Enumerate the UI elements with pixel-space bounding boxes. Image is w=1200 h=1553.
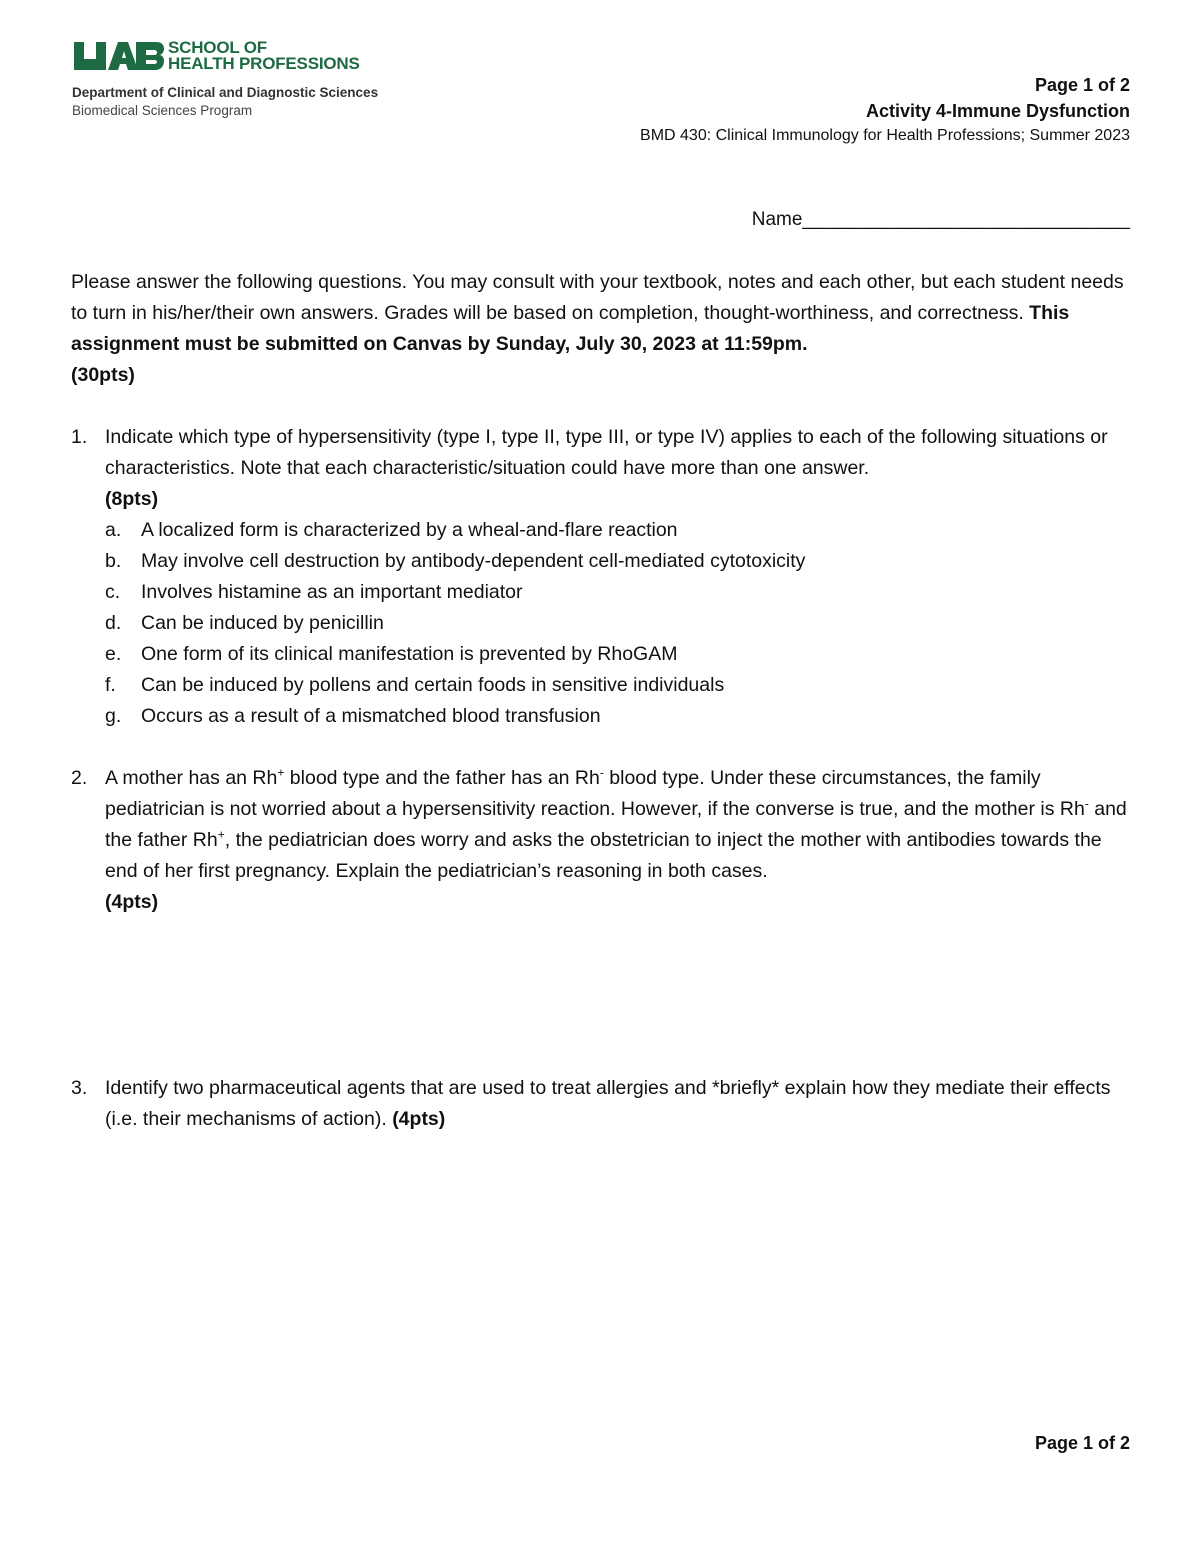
footer-page-number: Page 1 of 2	[1034, 1433, 1130, 1453]
department-name: Department of Clinical and Diagnostic Sciences	[72, 85, 379, 100]
instructions-text: Please answer the following questions. You may consult with your textbook, notes and each other, but each student needs to turn in his/her/their own answers. Grades will be based on completion, thought-worthiness, and correctness.	[71, 271, 1124, 324]
answer-space	[71, 918, 1131, 1073]
list-item	[105, 608, 1131, 639]
logo-row	[72, 40, 402, 72]
question-1-items	[105, 515, 1131, 732]
uab-logo	[72, 40, 402, 120]
rh-sign: +	[217, 827, 225, 842]
item-letter: g.	[105, 705, 122, 727]
logo-school-line1: SCHOOL OF	[168, 38, 267, 57]
rh-sign: -	[599, 765, 604, 780]
item-letter: f.	[105, 674, 116, 696]
item-text: Can be induced by pollens and certain foods in sensitive individuals	[141, 674, 725, 696]
question-number: 3.	[71, 1077, 88, 1099]
question-text-part: blood type and the father has an Rh	[284, 767, 600, 789]
item-letter: e.	[105, 643, 122, 665]
question-text-part: A mother has an Rh	[105, 767, 278, 789]
question-text: Identify two pharmaceutical agents that are used to treat allergies and *briefly* explain how they mediate their effects (i.e. their mechanisms of action).	[105, 1077, 1111, 1130]
total-points: (30pts)	[71, 364, 135, 386]
instructions-paragraph	[71, 267, 1131, 391]
question-points: (4pts)	[392, 1108, 446, 1130]
activity-title: Activity 4-Immune Dysfunction	[865, 101, 1130, 121]
question-text: Indicate which type of hypersensitivity (type I, type II, type III, or type IV) applies to each of the following situations or characteristics. Note that each characteristic/situation could have more than one answer.	[105, 426, 1108, 479]
document-header	[640, 72, 1130, 148]
item-text: A localized form is characterized by a wheal-and-flare reaction	[141, 519, 678, 541]
header-page-number: Page 1 of 2	[1034, 75, 1130, 95]
question-points: (4pts)	[105, 891, 159, 913]
list-item	[105, 577, 1131, 608]
list-item	[105, 515, 1131, 546]
list-item	[105, 639, 1131, 670]
question-text-part: , the pediatrician does worry and asks the obstetrician to inject the mother with antibodies towards the end of her first pregnancy. Explain the pediatrician’s reasoning in both cases.	[105, 829, 1102, 882]
list-item	[105, 670, 1131, 701]
course-title: BMD 430: Clinical Immunology for Health Professions; Summer 2023	[640, 127, 1130, 144]
item-letter: c.	[105, 581, 121, 603]
rh-sign: -	[1084, 796, 1089, 811]
list-item	[105, 546, 1131, 577]
question-3	[71, 1073, 1131, 1135]
question-text-part: blood type. Under these circumstances, the family pediatrician is not worried about a hypersensitivity reaction. However, if the converse is true, and the mother is Rh	[105, 767, 1085, 820]
question-1	[71, 422, 1131, 732]
question-points: (8pts)	[105, 488, 159, 510]
list-item	[105, 701, 1131, 732]
item-text: Can be induced by penicillin	[141, 612, 384, 634]
uab-logo-mark-icon	[72, 40, 164, 72]
deadline-text: This assignment must be submitted on Canvas by Sunday, July 30, 2023 at 11:59pm.	[71, 302, 1070, 355]
item-letter: b.	[105, 550, 122, 572]
document-body	[71, 267, 1131, 1135]
program-name: Biomedical Sciences Program	[72, 103, 253, 118]
logo-school-name	[168, 40, 360, 72]
question-text-part: and the father Rh	[105, 798, 1127, 851]
item-text: One form of its clinical manifestation is prevented by RhoGAM	[141, 643, 678, 665]
question-2	[71, 763, 1131, 918]
item-letter: a.	[105, 519, 122, 541]
item-text: Occurs as a result of a mismatched blood transfusion	[141, 705, 601, 727]
question-number: 1.	[71, 426, 88, 448]
rh-sign: +	[277, 765, 285, 780]
item-letter: d.	[105, 612, 122, 634]
name-field[interactable]: Name_______________________________	[751, 209, 1130, 230]
item-text: Involves histamine as an important mediator	[141, 581, 523, 603]
item-text: May involve cell destruction by antibody-dependent cell-mediated cytotoxicity	[141, 550, 806, 572]
question-number: 2.	[71, 767, 88, 789]
logo-school-line2: HEALTH PROFESSIONS	[168, 54, 360, 73]
